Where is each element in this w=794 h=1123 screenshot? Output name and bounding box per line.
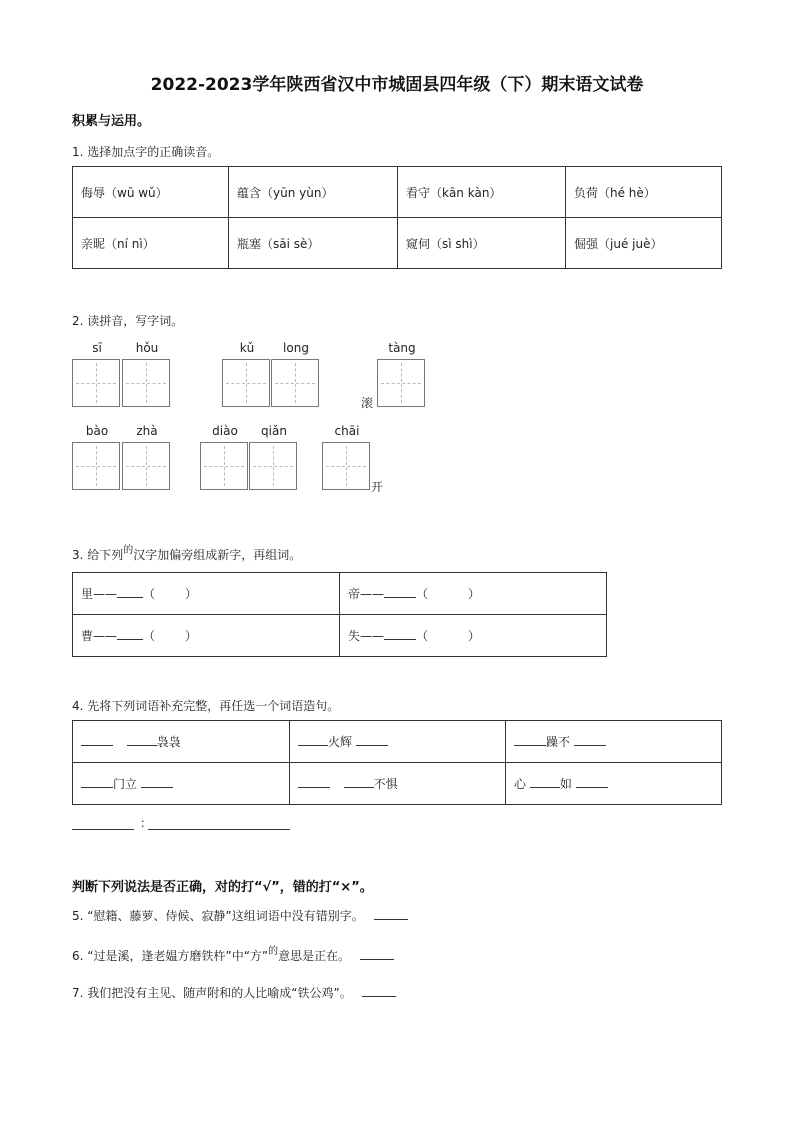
q1-cell: 蕴含（yūn yùn） xyxy=(229,167,398,218)
q1-cell: 负荷（hé hè） xyxy=(566,167,722,218)
pinyin-label: kǔ xyxy=(239,341,255,355)
writing-grid-box[interactable] xyxy=(322,442,370,490)
pinyin-label: tàng xyxy=(388,341,416,355)
answer-line-sentence[interactable] xyxy=(148,829,290,830)
question-6 xyxy=(72,947,394,964)
q3-dash: —— xyxy=(93,629,118,643)
q3-char: 帝 xyxy=(348,587,361,601)
question-2-text: 2. 读拼音，写字词。 xyxy=(72,314,184,328)
answer-blank[interactable] xyxy=(384,627,416,640)
q4-cell xyxy=(506,763,722,805)
q3-paren: （ xyxy=(416,587,429,601)
pinyin-label: diào xyxy=(212,424,238,438)
pinyin-label: qiǎn xyxy=(261,424,287,438)
q3-dash: —— xyxy=(360,587,385,601)
q4-word-part: 躁不 xyxy=(546,735,571,749)
question-1-text: 1. 选择加点字的正确读音。 xyxy=(72,145,220,159)
question-5 xyxy=(72,907,408,924)
answer-blank[interactable] xyxy=(141,775,173,788)
q3-text-part: 3. 给下列 xyxy=(72,548,124,562)
pinyin-label: zhà xyxy=(136,424,158,438)
q7-text: 7. 我们把没有主见、随声附和的人比喻成“铁公鸡”。 xyxy=(72,986,352,1000)
page-title: 2022-2023学年陕西省汉中市城固县四年级（下）期末语文试卷 xyxy=(150,75,644,95)
q4-word-part: 门立 xyxy=(113,777,138,791)
answer-blank[interactable] xyxy=(530,775,560,788)
q3-paren: （ xyxy=(416,629,429,643)
writing-grid-box[interactable] xyxy=(249,442,297,490)
q1-cell: 看守（kān kàn） xyxy=(398,167,566,218)
q3-paren: ） xyxy=(185,629,198,643)
q4-word-part: 不惧 xyxy=(373,777,398,791)
q3-cell xyxy=(340,615,607,657)
q4-cell xyxy=(290,763,506,805)
answer-blank[interactable] xyxy=(362,984,396,997)
grid-prefix-char: 滚 xyxy=(361,396,374,410)
answer-blank[interactable] xyxy=(574,733,606,746)
q4-word-part: 如 xyxy=(559,777,572,791)
question-3-text xyxy=(72,546,301,563)
answer-blank[interactable] xyxy=(514,733,546,746)
section-heading-accumulation: 积累与运用。 xyxy=(72,114,151,129)
q3-paren: （ xyxy=(143,587,156,601)
q4-word-part: 袅袅 xyxy=(156,735,181,749)
q3-superscript-mark: 的 xyxy=(123,545,134,556)
q1-cell: 瓶塞（sāi sè） xyxy=(229,218,398,269)
pinyin-label: sī xyxy=(92,341,102,355)
question-1-table xyxy=(72,166,722,269)
q3-dash: —— xyxy=(360,629,385,643)
q3-dash: —— xyxy=(93,587,118,601)
q3-char: 失 xyxy=(348,629,361,643)
q6-text-part: 意思是正在。 xyxy=(278,949,351,963)
section-heading-judgement: 判断下列说法是否正确，对的打“√”，错的打“×”。 xyxy=(72,880,373,895)
answer-blank[interactable] xyxy=(374,907,408,920)
q3-cell xyxy=(340,573,607,615)
q3-cell xyxy=(73,615,340,657)
writing-grid-box[interactable] xyxy=(122,442,170,490)
answer-blank[interactable] xyxy=(298,733,328,746)
q4-colon: ： xyxy=(140,816,153,830)
writing-grid-box[interactable] xyxy=(271,359,319,407)
q4-cell xyxy=(73,721,290,763)
q3-paren: ） xyxy=(468,629,481,643)
answer-blank[interactable] xyxy=(384,585,416,598)
answer-blank[interactable] xyxy=(356,733,388,746)
answer-blank[interactable] xyxy=(344,775,374,788)
q3-paren: （ xyxy=(143,629,156,643)
answer-blank[interactable] xyxy=(127,733,157,746)
pinyin-label: chāi xyxy=(334,424,360,438)
q3-text-part: 汉字加偏旁组成新字，再组词。 xyxy=(133,548,302,562)
answer-blank[interactable] xyxy=(298,775,330,788)
answer-blank[interactable] xyxy=(576,775,608,788)
q4-cell xyxy=(73,763,290,805)
answer-blank[interactable] xyxy=(117,585,143,598)
q6-text-part: 6. “过是溪，逢老媪方磨铁杵”中“方” xyxy=(72,949,269,963)
question-3-table xyxy=(72,572,607,657)
q1-cell: 侮辱（wū wǔ） xyxy=(73,167,229,218)
q3-char: 曹 xyxy=(81,629,94,643)
q4-word-part: 心 xyxy=(514,777,527,791)
question-4-table xyxy=(72,720,722,805)
writing-grid-box[interactable] xyxy=(200,442,248,490)
q3-char: 里 xyxy=(81,587,94,601)
writing-grid-box[interactable] xyxy=(72,359,120,407)
q3-paren: ） xyxy=(468,587,481,601)
answer-blank[interactable] xyxy=(117,627,143,640)
q4-cell xyxy=(290,721,506,763)
question-7 xyxy=(72,984,396,1001)
q3-paren: ） xyxy=(185,587,198,601)
answer-blank[interactable] xyxy=(360,947,394,960)
writing-grid-box[interactable] xyxy=(122,359,170,407)
question-4-text: 4. 先将下列词语补充完整，再任选一个词语造句。 xyxy=(72,699,340,713)
q1-cell: 窥伺（sì shì） xyxy=(398,218,566,269)
answer-blank[interactable] xyxy=(81,733,113,746)
q6-superscript-mark: 的 xyxy=(268,946,279,957)
answer-line-word[interactable] xyxy=(72,829,134,830)
q4-cell xyxy=(506,721,722,763)
q3-cell xyxy=(73,573,340,615)
grid-suffix-char: 开 xyxy=(371,480,384,494)
pinyin-label: hǒu xyxy=(135,341,159,355)
q1-cell: 亲昵（ní nì） xyxy=(73,218,229,269)
pinyin-label: bào xyxy=(85,424,109,438)
writing-grid-box[interactable] xyxy=(72,442,120,490)
q4-word-part: 火辉 xyxy=(328,735,353,749)
q5-text: 5. “慰籍、藤萝、侍候、寂静”这组词语中没有错别字。 xyxy=(72,909,364,923)
q1-cell: 倔强（jué juè） xyxy=(566,218,722,269)
answer-blank[interactable] xyxy=(81,775,113,788)
writing-grid-box[interactable] xyxy=(222,359,270,407)
pinyin-label: long xyxy=(283,341,309,355)
writing-grid-box[interactable] xyxy=(377,359,425,407)
